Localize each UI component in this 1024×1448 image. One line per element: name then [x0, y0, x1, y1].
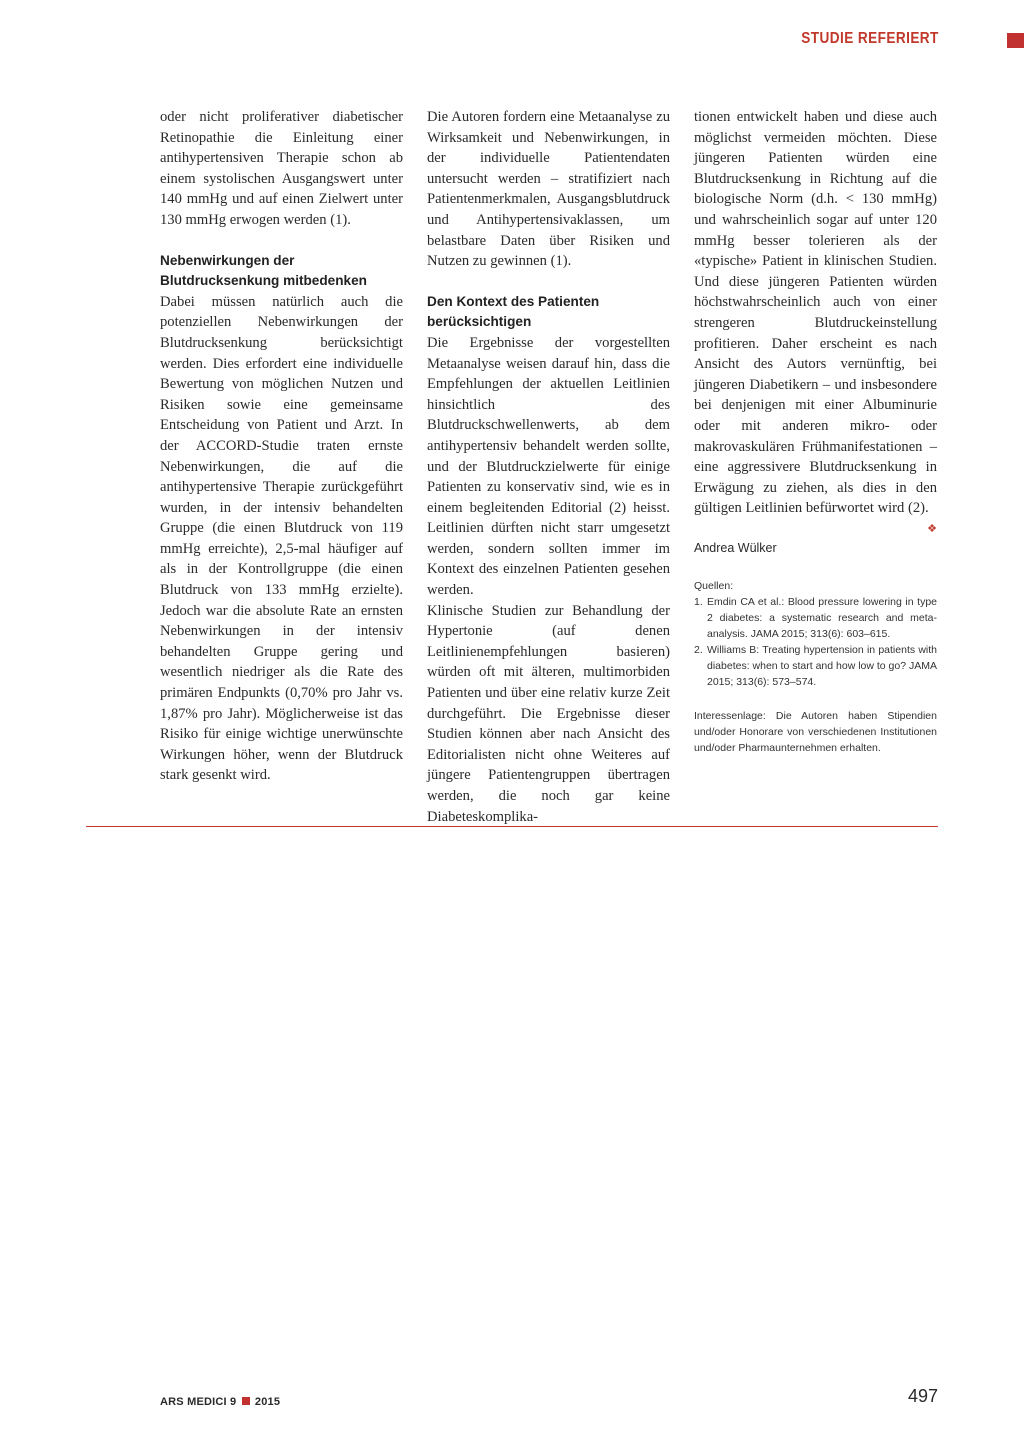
paragraph [694, 107, 937, 535]
section-title: STUDIE REFERIERT [801, 30, 939, 47]
paragraph: oder nicht proliferativer diabetischer Retinopathie die Einleitung einer antihypertensiven Therapie schon ab einem systolischen Ausgangswert unter 140 mmHg und auf einen Zielwert unter 130 mmHg erwogen werden (1). [160, 109, 403, 228]
conflict-of-interest: Interessenlage: Die Autoren haben Stipendien und/oder Honorare von verschiedenen Institutionen und/oder Pharmaunternehmen erhalten. [694, 710, 937, 755]
source-text: Williams B: Treating hypertension in patients with diabetes: when to start and how low to go? JAMA 2015; 313(6): 573–574. [707, 644, 937, 689]
section-heading: Den Kontext des Patienten berücksichtigen [427, 293, 600, 330]
author-name: Andrea Wülker [694, 540, 777, 555]
section-divider [86, 826, 938, 827]
sources-label: Quellen: [694, 580, 734, 593]
paragraph: Klinische Studien zur Behandlung der Hypertonie (auf denen Leitlinienempfehlungen basieren) würden oft mit älteren, multimorbiden Patienten und über eine relativ kurze Zeit durchgeführt. Die Ergebnisse dieser Studien können aber nach Ansicht des Editorialisten nicht ohne Weiteres auf jüngere Patientengruppen übertragen werden, die noch gar keine Diabeteskomplika- [427, 602, 670, 825]
source-number: 1. [694, 596, 703, 609]
column-3 [694, 107, 937, 756]
page-number: 497 [907, 1386, 938, 1406]
section-marker [1007, 33, 1024, 48]
journal-name: ARS MEDICI 9 [160, 1396, 237, 1408]
source-number: 2. [694, 644, 703, 657]
end-mark-icon: ❖ [927, 522, 937, 535]
sources-block [694, 578, 937, 690]
column-1 [160, 107, 403, 786]
source-item [694, 594, 937, 642]
source-text: Emdin CA et al.: Blood pressure lowering in type 2 diabetes: a systematic research and meta-analysis. JAMA 2015; 313(6): 603–615. [707, 596, 937, 641]
footer-marker [242, 1397, 250, 1405]
paragraph: Die Ergebnisse der vorgestellten Metaanalyse weisen darauf hin, dass die Empfehlungen der aktuellen Leitlinien hinsichtlich des Blutdruckschwellenwerts, ab dem antihypertensiv behandelt werden sollte, und der Blutdruckzielwerte für einige Patienten zu konservativ sind, wie es in einem begleitenden Editorial (2) heisst. Leitlinien dürften nicht starr umgesetzt werden, sondern sollten immer im Kontext des einzelnen Patienten gesehen werden. [427, 334, 670, 599]
column-2 [427, 107, 670, 827]
journal-year: 2015 [254, 1396, 281, 1408]
source-item [694, 642, 937, 690]
paragraph: Dabei müssen natürlich auch die potenziellen Nebenwirkungen der Blutdrucksenkung berücksichtigt werden. Dies erfordert eine individuelle Bewertung von möglichen Nutzen und Risiken sowie eine gemeinsame Entscheidung von Patient und Arzt. In der ACCORD-Studie traten ernste Nebenwirkungen, die auf die antihypertensive Therapie zurückgeführt wurden, in der intensiv behandelten Gruppe (die einen Blutdruck von 119 mmHg erreichte), 2,5-mal häufiger auf als in der Kontrollgruppe (die einen Blutdruck von 133 mmHg erzielte). Jedoch war die absolute Rate an ernsten Nebenwirkungen in der intensiv behandelten Gruppe gering und wesentlich niedriger als die Rate des primären Endpunkts (0,70% pro Jahr vs. 1,87% pro Jahr). Möglicherweise ist das Risiko für einige wichtige unerwünschte Wirkungen höher, wenn der Blutdruck stark gesenkt wird. [160, 293, 403, 784]
paragraph: Die Autoren fordern eine Metaanalyse zu Wirksamkeit und Nebenwirkungen, in der individuelle Patientendaten untersucht werden – stratifiziert nach Patientenmerkmalen, Ausgangsblutdruck und Antihypertensivaklassen, um belastbare Daten über Risiken und Nutzen zu gewinnen (1). [427, 109, 670, 270]
section-heading: Nebenwirkungen der Blutdrucksenkung mitbedenken [160, 252, 367, 289]
journal-footer [160, 1396, 280, 1408]
paragraph-text: tionen entwickelt haben und diese auch möglichst vermeiden möchten. Diese jüngeren Patienten würden eine Blutdrucksenkung in Richtung auf die biologische Norm (d.h. < 130 mmHg) und wahrscheinlich sogar auf unter 120 mmHg besser tolerieren als der «typische» Patient in klinischen Studien. Und diese jüngeren Patienten würden höchstwahrscheinlich auch von einer strengeren Blutdruckeinstellung profitieren. Daher erscheint es nach Ansicht des Autors vernünftig, bei jüngeren Diabetikern – und insbesondere bei denjenigen mit einer Albuminurie oder mit anderen mikro- oder makrovaskulären Frühmanifestationen – eine aggressivere Blutdrucksenkung in Erwägung zu ziehen, als dies in den gültigen Leitlinien befürwortet wird (2). [694, 109, 937, 517]
